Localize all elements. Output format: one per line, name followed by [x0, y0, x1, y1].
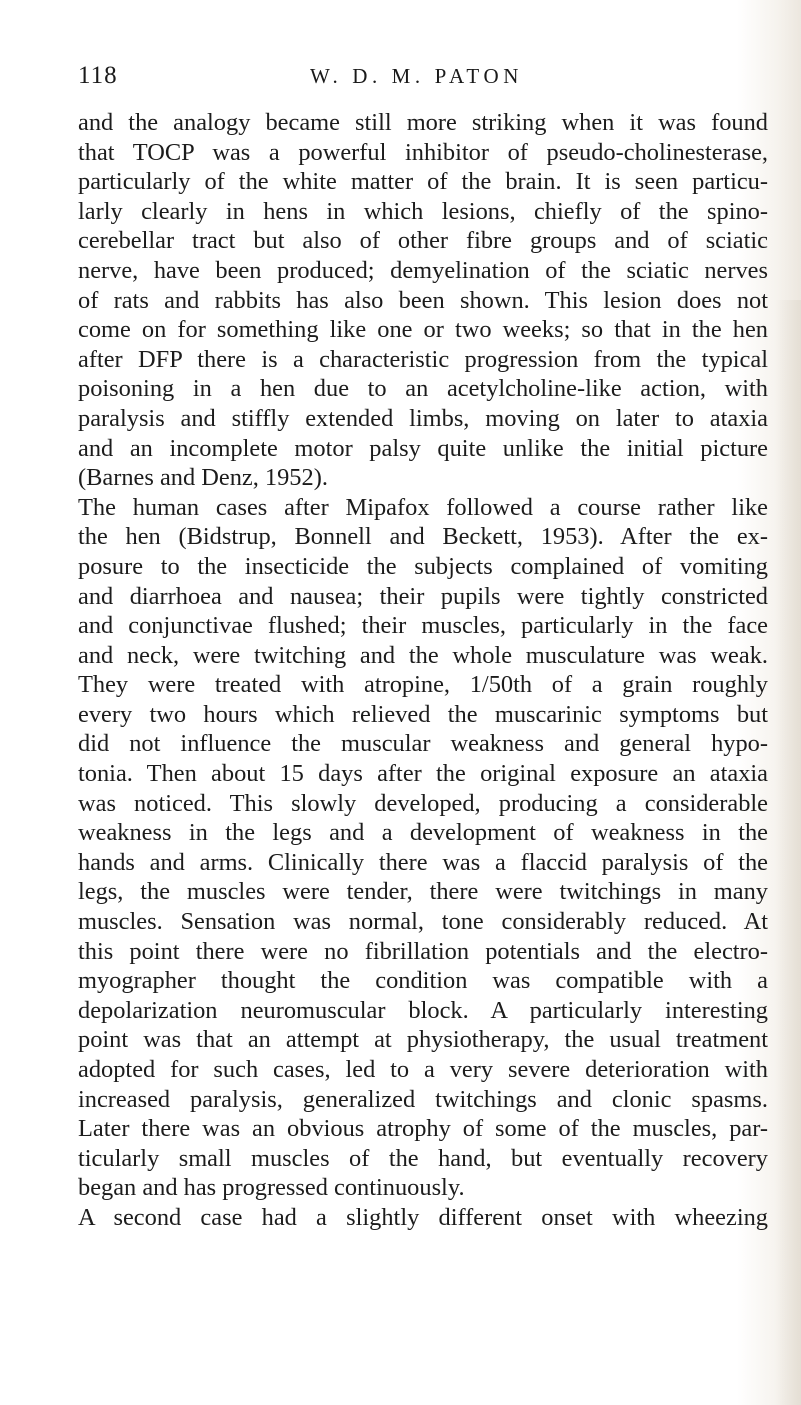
- running-head: W. D. M. PATON: [310, 64, 523, 88]
- text-line: legs, the muscles were tender, there were twitchings in many: [78, 878, 768, 906]
- text-line: nerve, have been produced; demyelination of the sciatic nerves: [78, 256, 768, 284]
- page-header: [78, 62, 768, 94]
- text-line: point was that an attempt at physiotherapy, the usual treatment: [78, 1026, 768, 1054]
- text-line: ticularly small muscles of the hand, but eventually recovery: [78, 1144, 768, 1172]
- text-line: after DFP there is a characteristic progression from the typical: [78, 345, 768, 373]
- body-text: [78, 108, 768, 1233]
- text-line: muscles. Sensation was normal, tone considerably reduced. At: [78, 908, 768, 936]
- text-line: and the analogy became still more striking when it was found: [78, 109, 768, 136]
- text-line: Later there was an obvious atrophy of some of the muscles, par-: [78, 1115, 768, 1143]
- text-line: larly clearly in hens in which lesions, chiefly of the spino-: [78, 197, 768, 225]
- text-line: and conjunctivae flushed; their muscles, particularly in the face: [78, 612, 768, 640]
- text-line: They were treated with atropine, 1/50th of a grain roughly: [78, 671, 768, 699]
- text-line: did not influence the muscular weakness and general hypo-: [78, 730, 768, 758]
- text-line: and diarrhoea and nausea; their pupils were tightly constricted: [78, 582, 768, 610]
- text-line: poisoning in a hen due to an acetylcholine-like action, with: [78, 375, 768, 403]
- text-line: and an incomplete motor palsy quite unlike the initial picture: [78, 434, 768, 462]
- text-line: cerebellar tract but also of other fibre groups and of sciatic: [78, 227, 768, 255]
- text-line: was noticed. This slowly developed, producing a considerable: [78, 789, 768, 817]
- text-line: come on for something like one or two weeks; so that in the hen: [78, 316, 768, 344]
- text-line: (Barnes and Denz, 1952).: [78, 464, 328, 492]
- text-line: weakness in the legs and a development of weakness in the: [78, 819, 768, 847]
- page-number: 118: [78, 62, 118, 89]
- text-line: began and has progressed continuously.: [78, 1174, 465, 1202]
- text-line: every two hours which relieved the muscarinic symptoms but: [78, 700, 768, 728]
- text-line: hands and arms. Clinically there was a flaccid paralysis of the: [78, 848, 768, 876]
- text-line: myographer thought the condition was compatible with a: [78, 967, 768, 995]
- text-line: this point there were no fibrillation potentials and the electro-: [78, 937, 768, 965]
- text-line: The human cases after Mipafox followed a course rather like: [78, 493, 768, 521]
- text-line: adopted for such cases, led to a very severe deterioration with: [78, 1056, 768, 1083]
- text-line: the hen (Bidstrup, Bonnell and Beckett, 1953). After the ex-: [78, 523, 768, 551]
- text-line: of rats and rabbits has also been shown. This lesion does not: [78, 286, 768, 314]
- text-line: particularly of the white matter of the brain. It is seen particu-: [78, 168, 768, 196]
- text-line: increased paralysis, generalized twitchings and clonic spasms.: [78, 1085, 768, 1113]
- text-line: depolarization neuromuscular block. A particularly interesting: [78, 996, 768, 1024]
- text-line: that TOCP was a powerful inhibitor of pseudo-cholinesterase,: [78, 138, 768, 166]
- text-line: and neck, were twitching and the whole musculature was weak.: [78, 641, 768, 669]
- text-line: paralysis and stiffly extended limbs, moving on later to ataxia: [78, 404, 768, 432]
- text-line: tonia. Then about 15 days after the original exposure an ataxia: [78, 760, 768, 788]
- text-line: A second case had a slightly different onset with wheezing: [78, 1203, 768, 1231]
- page-edge-shadow: [775, 300, 801, 1405]
- text-line: posure to the insecticide the subjects complained of vomiting: [78, 552, 768, 580]
